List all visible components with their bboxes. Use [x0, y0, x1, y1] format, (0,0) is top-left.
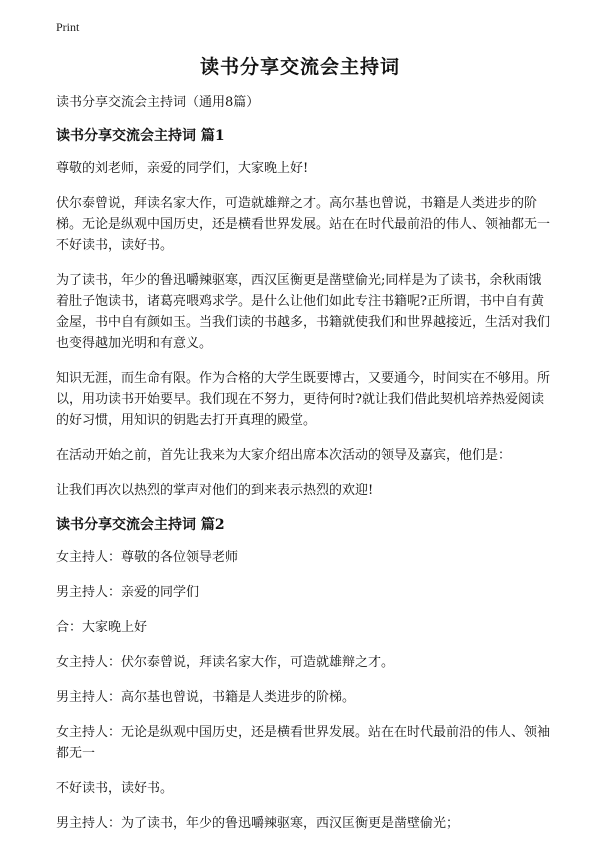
- paragraph: 男主持人：为了读书，年少的鲁迅嚼辣驱寒，西汉匡衡更是凿壁偷光；: [56, 816, 460, 831]
- paragraph: 尊敬的刘老师，亲爱的同学们，大家晚上好!: [56, 161, 309, 176]
- section-heading-1: 读书分享交流会主持词 篇1: [56, 128, 225, 144]
- paragraph: 不好读书，读好书。: [56, 781, 174, 796]
- page-title: 读书分享交流会主持词: [199, 56, 400, 78]
- section-heading-2: 读书分享交流会主持词 篇2: [56, 517, 225, 533]
- paragraph: 女主持人：无论是纵观中国历史，还是横看世界发展。站在在时代最前沿的伟人、领袖都无一: [56, 725, 551, 761]
- paragraph: 合：大家晚上好: [56, 620, 148, 635]
- paragraph: 女主持人：伏尔泰曾说，拜读名家大作，可造就雄辩之才。: [56, 655, 395, 670]
- paragraph: 为了读书，年少的鲁迅嚼辣驱寒，西汉匡衡更是凿壁偷光;同样是为了读书，余秋雨饿着肚子饱读书，诸葛亮喂鸡求学。是什么让他们如此专注书籍呢?正所谓，书中自有黄金屋，书中自有颜如玉。当我们读的书越多，书籍就使我们和世界越接近，生活对我们也变得越加光明和有意义。: [56, 273, 551, 351]
- paragraph: 伏尔泰曾说，拜读名家大作，可造就雄辩之才。高尔基也曾说，书籍是人类进步的阶梯。无论是纵观中国历史，还是横看世界发展。站在在时代最前沿的伟人、领袖都无一不好读书，读好书。: [56, 196, 551, 253]
- paragraph: 男主持人：高尔基也曾说，书籍是人类进步的阶梯。: [56, 690, 356, 705]
- paragraph: 让我们再次以热烈的掌声对他们的到来表示热烈的欢迎!: [56, 483, 374, 498]
- document-subtitle: 读书分享交流会主持词（通用8篇）: [56, 95, 260, 110]
- paragraph: 男主持人：亲爱的同学们: [56, 585, 200, 600]
- paragraph: 在活动开始之前，首先让我来为大家介绍出席本次活动的领导及嘉宾，他们是：: [56, 448, 512, 463]
- print-link[interactable]: Print: [56, 20, 80, 34]
- paragraph: 女主持人：尊敬的各位领导老师: [56, 550, 239, 565]
- paragraph: 知识无涯，而生命有限。作为合格的大学生既要博古，又要通今，时间实在不够用。所以，用功读书开始要早。我们现在不努力，更待何时?就让我们借此契机培养热爱阅读的好习惯，用知识的钥匙去打开真理的殿堂。: [56, 371, 551, 428]
- document-body: [56, 92, 550, 848]
